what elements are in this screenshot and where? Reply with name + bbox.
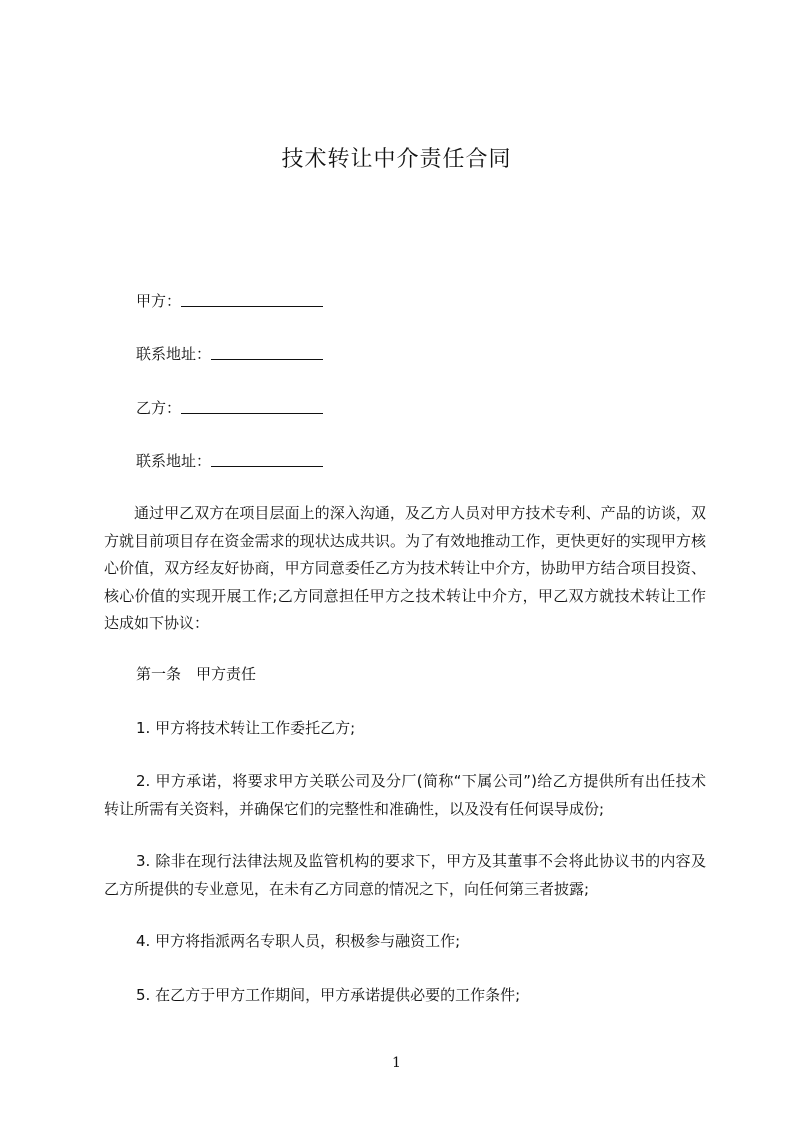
party-b-blank[interactable] <box>181 398 323 414</box>
section-1-item-3: 3. 除非在现行法律法规及监管机构的要求下，甲方及其董事不会将此协议书的内容及乙方所提供的专业意见，在未有乙方同意的情况之下，向任何第三者披露; <box>104 852 706 898</box>
intro-paragraph: 通过甲乙双方在项目层面上的深入沟通，及乙方人员对甲方技术专利、产品的访谈，双方就目前项目存在资金需求的现状达成共识。为了有效地推动工作，更快更好的实现甲方核心价值，双方经友好协商，甲方同意委任乙方为技术转让中介方，协助甲方结合项目投资、核心价值的实现开展工作;乙方同意担任甲方之技术转让中介方，甲乙双方就技术转让工作达成如下协议： <box>104 504 706 632</box>
section-1-item-2: 2. 甲方承诺，将要求甲方关联公司及分厂(简称“下属公司”)给乙方提供所有出任技术转让所需有关资料，并确保它们的完整性和准确性，以及没有任何误导成份; <box>104 772 706 818</box>
party-a-blank[interactable] <box>181 291 323 307</box>
page-number: 1 <box>392 1055 401 1071</box>
party-b-address-label: 联系地址： <box>136 452 212 470</box>
party-b-label: 乙方： <box>136 399 182 417</box>
section-1-item-4: 4. 甲方将指派两名专职人员，积极参与融资工作; <box>136 932 461 950</box>
party-a-label: 甲方： <box>136 292 182 310</box>
party-b-line <box>136 397 323 419</box>
section-1-item-1: 1. 甲方将技术转让工作委托乙方; <box>136 719 356 737</box>
document-title: 技术转让中介责任合同 <box>281 147 512 172</box>
section-1-heading: 第一条 甲方责任 <box>136 665 257 683</box>
party-a-address-blank[interactable] <box>211 344 323 360</box>
party-a-line <box>136 290 323 312</box>
party-a-address-line <box>136 343 323 365</box>
section-1-item-5: 5. 在乙方于甲方工作期间，甲方承诺提供必要的工作条件; <box>136 986 521 1004</box>
party-b-address-blank[interactable] <box>211 451 323 467</box>
party-a-address-label: 联系地址： <box>136 345 212 363</box>
party-b-address-line <box>136 450 323 472</box>
